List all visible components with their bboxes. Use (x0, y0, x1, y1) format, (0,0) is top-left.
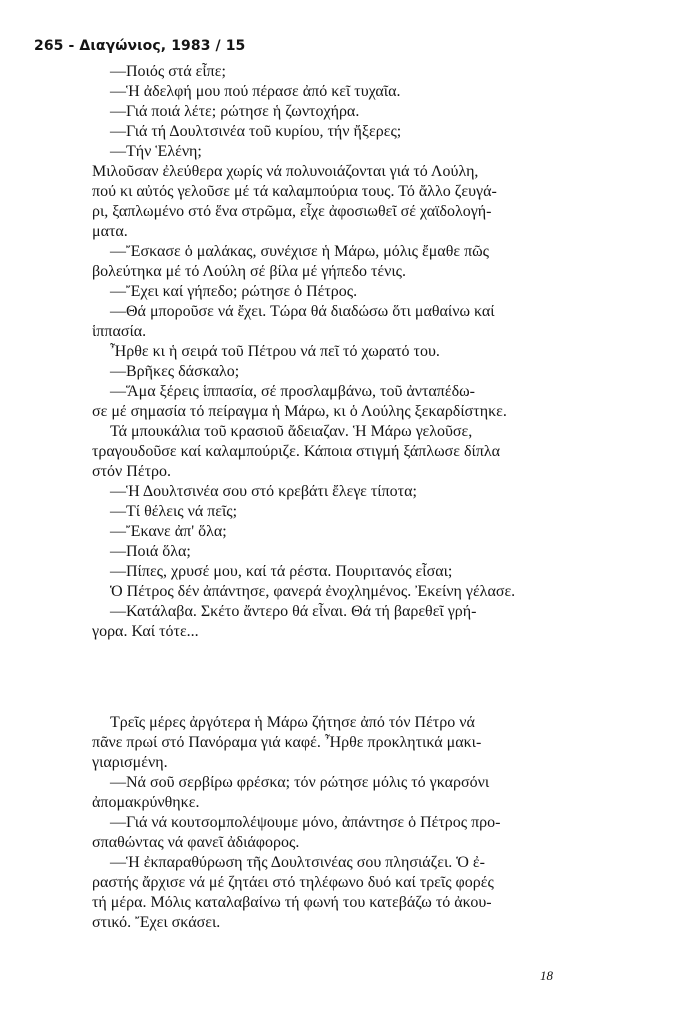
text-line: Τά μπουκάλια τοῦ κρασιοῦ ἄδειαζαν. Ἡ Μάρω γελοῦσε, (110, 423, 473, 440)
text-line: Ἦρθε κι ἡ σειρά τοῦ Πέτρου νά πεῖ τό χωρατό του. (110, 343, 440, 360)
text-line: —Ἔκανε ἀπ' ὅλα; (110, 523, 227, 540)
text-line: πού κι αὐτός γελοῦσε μέ τά καλαμπούρια τους. Τό ἄλλο ζευγά- (92, 183, 497, 200)
text-line: —Τήν Ἑλένη; (110, 143, 202, 160)
text-line: —Ἡ ἐκπαραθύρωση τῆς Δουλτσινέας σου πλησιάζει. Ὁ ἐ- (110, 854, 485, 871)
text-line: —Ἔχει καί γήπεδο; ρώτησε ὁ Πέτρος. (110, 283, 358, 300)
text-line: —Νά σοῦ σερβίρω φρέσκα; τόν ρώτησε μόλις τό γκαρσόνι (110, 774, 490, 791)
text-line: —Ἡ ἀδελφή μου πού πέρασε ἀπό κεῖ τυχαῖα. (110, 83, 401, 100)
text-line: βολεύτηκα μέ τό Λούλη σέ βίλα μέ γήπεδο τένις. (92, 263, 407, 280)
text-line: —Τί θέλεις νά πεῖς; (110, 503, 238, 520)
text-line: τραγουδοῦσε καί καλαμπούριζε. Κάποια στιγμή ξάπλωσε δίπλα (92, 443, 501, 460)
text-line: ρι, ξαπλωμένο στό ἕνα στρῶμα, εἶχε ἀφοσιωθεῖ σέ χαϊδολογή- (92, 203, 492, 220)
text-line: ἱππασία. (92, 323, 147, 340)
text-line: —Ποιός στά εἶπε; (110, 63, 226, 80)
text-line: —Ἡ Δουλτσινέα σου στό κρεβάτι ἔλεγε τίποτα; (110, 483, 417, 500)
text-line: γορα. Καί τότε... (92, 623, 199, 640)
text-line: —Κατάλαβα. Σκέτο ἄντερο θά εἶναι. Θά τή βαρεθεῖ γρή- (110, 603, 477, 620)
text-line: γιαρισμένη. (92, 754, 168, 771)
text-line: —Γιά ποιά λέτε; ρώτησε ἡ ζωντοχήρα. (110, 103, 360, 120)
text-line: στικό. Ἔχει σκάσει. (92, 914, 221, 931)
running-header: 265 - Διαγώνιος, 1983 / 15 (34, 38, 246, 54)
text-line: σπαθώντας νά φανεῖ ἀδιάφορος. (92, 834, 300, 851)
text-line: ραστής ἄρχισε νά μέ ζητάει στό τηλέφωνο δυό καί τρεῖς φορές (92, 874, 494, 891)
text-line: —Γιά τή Δουλτσινέα τοῦ κυρίου, τήν ἤξερες; (110, 123, 402, 140)
text-line: στόν Πέτρο. (92, 463, 171, 480)
text-line: ἀπομακρύνθηκε. (92, 794, 200, 811)
text-line: —Ποιά ὅλα; (110, 543, 191, 560)
text-line: —Ἅμα ξέρεις ἱππασία, σέ προσλαμβάνω, τοῦ ἀνταπέδω- (110, 383, 475, 400)
page-number: 18 (540, 968, 553, 983)
text-block-2 (92, 713, 592, 933)
text-line: —Ἔσκασε ὁ μαλάκας, συνέχισε ἡ Μάρω, μόλις ἔμαθε πῶς (110, 243, 490, 260)
text-line: —Γιά νά κουτσομπολέψουμε μόνο, ἀπάντησε ὁ Πέτρος προ- (110, 814, 501, 831)
text-line: τή μέρα. Μόλις καταλαβαίνω τή φωνή του κατεβάζω τό ἀκου- (92, 894, 492, 911)
text-line: πᾶνε πρωί στό Πανόραμα γιά καφέ. Ἦρθε προκλητικά μακι- (92, 734, 482, 751)
text-line: —Βρῆκες δάσκαλο; (110, 363, 240, 380)
text-block-1 (92, 62, 592, 642)
text-line: σε μέ σημασία τό πείραγμα ἡ Μάρω, κι ὁ Λούλης ξεκαρδίστηκε. (92, 403, 507, 420)
text-line: Ὁ Πέτρος δέν ἀπάντησε, φανερά ἐνοχλημένος. Ἐκείνη γέλασε. (110, 583, 516, 600)
text-line: —Θά μποροῦσε νά ἔχει. Τώρα θά διαδώσω ὅτι μαθαίνω καί (110, 303, 495, 320)
text-line: —Πίπες, χρυσέ μου, καί τά ρέστα. Πουριτανός εἶσαι; (110, 563, 453, 580)
text-line: ματα. (92, 223, 128, 240)
text-line: Τρεῖς μέρες ἀργότερα ἡ Μάρω ζήτησε ἀπό τόν Πέτρο νά (110, 714, 475, 731)
text-line: Μιλοῦσαν ἐλεύθερα χωρίς νά πολυνοιάζονται γιά τό Λούλη, (92, 163, 479, 180)
